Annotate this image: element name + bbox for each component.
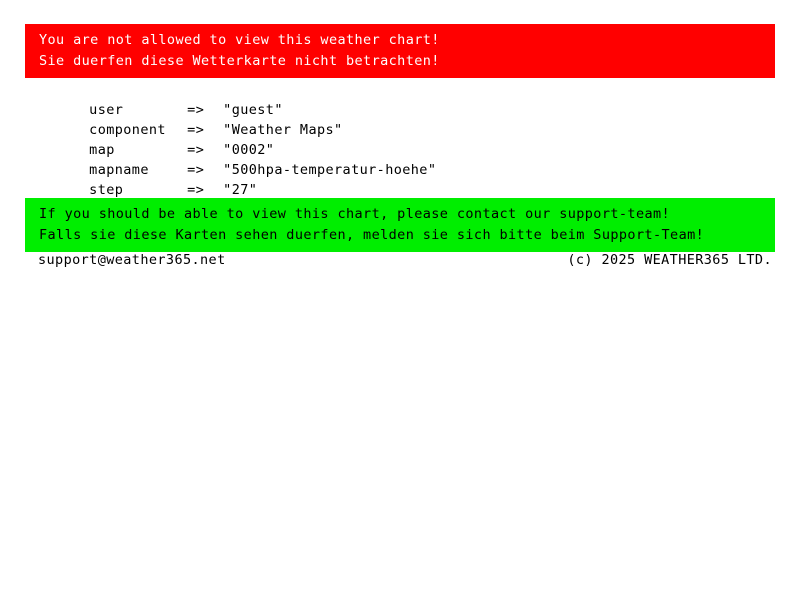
parameter-key: component bbox=[89, 122, 166, 138]
parameter-value: "500hpa-temperatur-hoehe" bbox=[223, 162, 437, 178]
parameter-row-user bbox=[38, 80, 436, 118]
parameter-value: "0002" bbox=[223, 142, 275, 158]
parameter-arrow: => bbox=[187, 102, 205, 118]
parameter-value: "27" bbox=[223, 182, 258, 198]
error-banner-line-de: Sie duerfen diese Wetterkarte nicht betrachten! bbox=[39, 53, 440, 69]
support-banner-line-en: If you should be able to view this chart, please contact our support-team! bbox=[39, 206, 671, 222]
parameter-list bbox=[38, 80, 437, 198]
parameter-key: map bbox=[89, 142, 115, 158]
error-banner-line-en: You are not allowed to view this weather chart! bbox=[39, 32, 440, 48]
parameter-key: user bbox=[89, 102, 124, 118]
parameter-value: "Weather Maps" bbox=[223, 122, 343, 138]
error-banner bbox=[25, 24, 775, 78]
parameter-arrow: => bbox=[187, 182, 205, 198]
footer bbox=[38, 250, 772, 270]
parameter-arrow: => bbox=[187, 142, 205, 158]
parameter-value: "guest" bbox=[223, 102, 283, 118]
parameter-key: step bbox=[89, 182, 124, 198]
support-banner-line-de: Falls sie diese Karten sehen duerfen, melden sie sich bitte beim Support-Team! bbox=[39, 227, 705, 243]
parameter-arrow: => bbox=[187, 162, 205, 178]
copyright-notice: (c) 2025 WEATHER365 LTD. bbox=[567, 252, 772, 268]
support-banner bbox=[25, 198, 775, 252]
parameter-arrow: => bbox=[187, 122, 205, 138]
parameter-key: mapname bbox=[89, 162, 149, 178]
support-email[interactable]: support@weather365.net bbox=[38, 252, 226, 268]
